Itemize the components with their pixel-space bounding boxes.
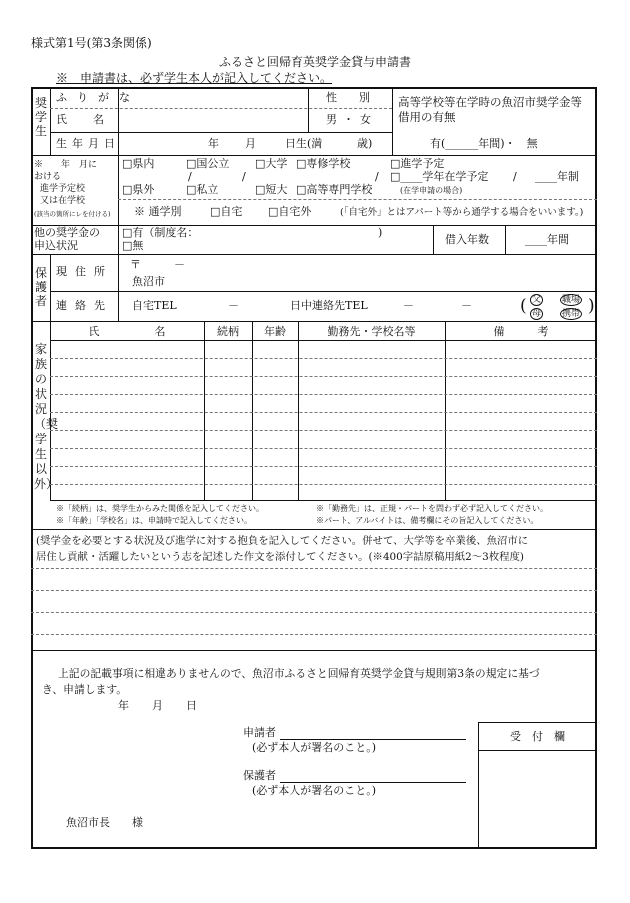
slash-1: / bbox=[188, 170, 192, 183]
date-year[interactable]: 年 bbox=[118, 699, 129, 712]
family-table-area[interactable] bbox=[52, 342, 202, 498]
address-label: 現住所 bbox=[56, 265, 113, 278]
check-junior-college[interactable]: □短大 bbox=[255, 183, 288, 196]
birthdate-label: 生年月日 bbox=[56, 137, 120, 150]
loan-question-line2: 借用の有無 bbox=[398, 110, 456, 124]
enrolled-note: (在学申請の場合) bbox=[400, 186, 463, 195]
loan-answer[interactable]: 有(______年間)・ 無 bbox=[430, 137, 538, 150]
birth-year-label: 年 bbox=[208, 137, 219, 150]
applicant-signature[interactable] bbox=[280, 725, 466, 739]
loan-years-label: 借入年数 bbox=[445, 233, 489, 246]
father-option[interactable]: 父 bbox=[532, 295, 542, 305]
furigana-label: ふりがな bbox=[56, 91, 140, 104]
essay-instruction-1: (奨学金を必要とする状況及び進学に対する抱負を記入してください。併せて、大学等を卒業後、魚沼市に bbox=[36, 535, 529, 547]
guardian-section-label: 保護者 bbox=[34, 266, 47, 308]
family-header-name: 氏 名 bbox=[88, 325, 166, 338]
family-header-remarks: 備 考 bbox=[493, 325, 549, 338]
check-university[interactable]: □大学 bbox=[255, 157, 288, 170]
sex-label: 性別 bbox=[326, 91, 392, 104]
guardian-signature[interactable] bbox=[280, 768, 466, 782]
check-planned[interactable]: □進学予定 bbox=[390, 157, 445, 170]
check-prefecture-in[interactable]: □県内 bbox=[122, 157, 155, 170]
birth-day-label: 日生(満 bbox=[285, 137, 323, 150]
birth-month-label: 月 bbox=[245, 137, 256, 150]
check-private[interactable]: □私立 bbox=[186, 183, 219, 196]
address-city[interactable]: 魚沼市 bbox=[132, 275, 165, 288]
student-section-label: 奨学生 bbox=[34, 96, 47, 138]
school-label-note: (該当の箇所にレを付ける) bbox=[34, 210, 111, 218]
family-header-relation: 続柄 bbox=[217, 325, 239, 338]
check-prefecture-out[interactable]: □県外 bbox=[122, 183, 155, 196]
contact-label: 連絡先 bbox=[56, 299, 113, 312]
school-label-1: ※ 年 月に bbox=[34, 160, 98, 170]
other-scholarship-label-2: 申込状況 bbox=[34, 239, 78, 252]
other-scholarship-close-paren: ) bbox=[378, 226, 383, 239]
date-month[interactable]: 月 bbox=[152, 699, 163, 712]
age-label: 歳) bbox=[357, 137, 373, 150]
name-input[interactable] bbox=[120, 110, 306, 130]
check-commute-away[interactable]: □自宅外 bbox=[268, 205, 312, 218]
family-header-workplace: 勤務先・学校名等 bbox=[327, 325, 416, 338]
school-label-4: 又は在学校 bbox=[40, 196, 86, 206]
family-note-3: ※「年齢」「学校名」は、申請時で記入してください。 bbox=[56, 516, 252, 525]
applicant-note: (必ず本人が署名のこと。) bbox=[252, 741, 377, 754]
commute-label: ※ 通学別 bbox=[134, 205, 182, 218]
postal-code[interactable]: 〒 － bbox=[130, 258, 185, 271]
essay-instruction-2: 居住し貢献・活躍したいという志を記述した作文を添付してください。(※400字詰原稿用紙2～3枚程度) bbox=[36, 551, 524, 563]
loan-years-value[interactable]: ____年間 bbox=[525, 233, 569, 246]
family-note-2: ※「勤務先」は、正規・パートを問わず必ず記入してください。 bbox=[316, 504, 548, 513]
guardian-label: 保護者 bbox=[243, 769, 276, 782]
daytime-tel-label: 日中連絡先TEL bbox=[290, 299, 368, 312]
school-label-3: 進学予定校 bbox=[40, 184, 86, 194]
declaration-line-1: 上記の記載事項に相違ありませんので、魚沼市ふるさと回帰育英奨学金貸与規則第3条の規定に基づ bbox=[58, 667, 540, 680]
mother-option[interactable]: 母 bbox=[532, 309, 542, 319]
loan-question-line1: 高等学校等在学時の魚沼市奨学金等 bbox=[398, 95, 582, 109]
school-label-2: おける bbox=[34, 172, 62, 182]
other-scholarship-no[interactable]: □無 bbox=[122, 239, 144, 252]
applicant-label: 申請者 bbox=[243, 726, 276, 739]
other-scholarship-yes[interactable]: □有（制度名： bbox=[122, 226, 199, 239]
form-title: ふるさと回帰育英奨学金貸与申請書 bbox=[218, 55, 411, 69]
workplace-option[interactable]: 職場 bbox=[562, 295, 581, 305]
notice: ※ 申請書は、必ず学生本人が記入してください。 bbox=[56, 71, 333, 85]
addressee: 魚沼市長 様 bbox=[66, 816, 143, 829]
furigana-input[interactable] bbox=[120, 89, 306, 107]
slash-3: / bbox=[375, 170, 379, 183]
other-scholarship-label-1: 他の奨学金の bbox=[34, 226, 100, 239]
check-enrolled-grade[interactable]: □____学年在学予定 bbox=[390, 170, 489, 183]
sex-options[interactable]: 男・女 bbox=[326, 113, 377, 126]
family-header-age: 年齢 bbox=[264, 325, 286, 338]
check-commute-home[interactable]: □自宅 bbox=[210, 205, 243, 218]
check-technical-college[interactable]: □高等専門学校 bbox=[296, 183, 373, 196]
daytime-tel-dash-1: － bbox=[403, 299, 414, 312]
declaration-line-2: き、申請します。 bbox=[42, 683, 128, 696]
program-years[interactable]: ____年制 bbox=[535, 170, 579, 183]
check-public[interactable]: □国公立 bbox=[186, 157, 230, 170]
check-vocational[interactable]: □専修学校 bbox=[296, 157, 351, 170]
family-note-4: ※パート、アルバイトは、備考欄にその旨記入してください。 bbox=[316, 516, 539, 525]
home-tel-dash: － bbox=[228, 299, 239, 312]
commute-note: (「自宅外」とはアパート等から通学する場合をいいます。) bbox=[340, 207, 584, 218]
slash-2: / bbox=[242, 170, 246, 183]
mobile-option[interactable]: 携帯 bbox=[562, 309, 581, 319]
home-tel-label: 自宅TEL bbox=[132, 299, 177, 312]
form-number: 様式第1号(第3条関係) bbox=[31, 36, 152, 50]
family-note-1: ※「続柄」は、奨学生からみた関係を記入してください。 bbox=[56, 504, 264, 513]
guardian-note: (必ず本人が署名のこと。) bbox=[252, 784, 377, 797]
slash-4: / bbox=[513, 170, 517, 183]
reception-label: 受 付 欄 bbox=[510, 730, 565, 743]
family-section-label: 家族の状況（奨学生以外） bbox=[34, 342, 59, 491]
date-day[interactable]: 日 bbox=[186, 699, 197, 712]
name-label: 氏名 bbox=[56, 113, 130, 126]
daytime-tel-dash-2: － bbox=[461, 299, 472, 312]
